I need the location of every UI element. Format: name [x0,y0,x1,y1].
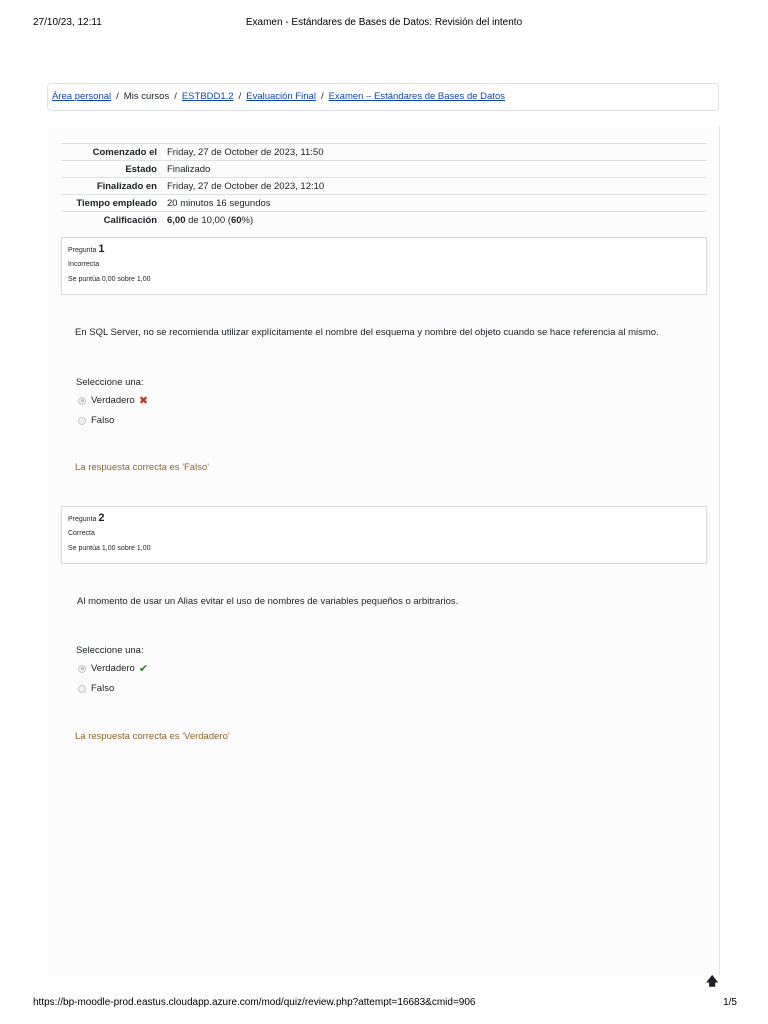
summary-label: Comenzado el [61,144,163,161]
question-2-option-false[interactable] [78,683,114,694]
question-2-feedback: La respuesta correcta es 'Verdadero' [75,731,230,742]
question-2-text: Al momento de usar un Alias evitar el uso de nombres de variables pequeños o arbitrarios. [77,596,459,607]
question-number [68,512,706,524]
question-2-info [61,506,707,564]
question-1-option-true[interactable] [78,394,148,407]
question-grade: Se puntúa 1,00 sobre 1,00 [68,545,151,552]
question-1-option-false[interactable] [78,415,114,426]
summary-row-grade [61,212,707,229]
grade-score: 6,00 [167,214,186,226]
summary-label: Finalizado en [61,178,163,195]
breadcrumb-separator: / [116,91,119,102]
question-prefix: Pregunta [68,247,97,254]
summary-row-finished [61,178,707,195]
breadcrumb-separator: / [238,91,242,102]
radio-checked-icon[interactable] [78,665,86,673]
question-prefix: Pregunta [68,516,97,523]
summary-value-grade [163,212,707,229]
radio-unchecked-icon[interactable] [78,685,86,693]
question-state: Correcta [68,530,95,537]
option-label: Falso [91,415,115,426]
radio-checked-icon[interactable] [78,397,86,405]
question-grade: Se puntúa 0,00 sobre 1,00 [68,276,151,283]
question-1-text: En SQL Server, no se recomienda utilizar explícitamente el nombre del esquema y nombre del objeto cuando se hace referencia al mismo. [75,327,659,338]
summary-row-state [61,161,707,178]
print-url: https://bp-moodle-prod.eastus.cloudapp.azure.com/mod/quiz/review.php?attempt=16683&cmid=906 [33,997,476,1008]
summary-value: Finalizado [163,161,707,178]
question-1-prompt: Seleccione una: [76,377,144,388]
correct-check-icon: ✔ [138,663,149,675]
option-label: Verdadero [91,395,135,406]
breadcrumb-separator: / [174,91,177,102]
summary-row-time-taken [61,195,707,212]
option-label: Falso [91,683,115,694]
grade-percent-close: %) [241,214,254,226]
radio-unchecked-icon[interactable] [78,417,86,425]
grade-percent: 60 [230,214,242,226]
breadcrumb-section[interactable]: Evaluación Final [246,91,316,102]
attempt-summary-table [61,143,707,228]
breadcrumb-quiz[interactable]: Examen – Estándares de Bases de Datos [328,91,505,102]
question-number [68,243,706,255]
breadcrumb-course[interactable]: ESTBDD1.2 [181,91,234,102]
question-2-option-true[interactable] [78,662,148,675]
question-2-prompt: Seleccione una: [76,645,144,656]
print-date: 27/10/23, 12:11 [33,17,102,28]
summary-value: Friday, 27 de October de 2023, 11:50 [163,144,707,161]
summary-label: Tiempo empleado [61,195,163,212]
question-state: Incorrecta [68,261,100,268]
option-label: Verdadero [91,663,135,674]
summary-label: Calificación [61,212,163,229]
breadcrumb-separator: / [320,91,324,102]
summary-row-started [61,144,707,161]
question-number-value: 2 [98,512,105,524]
question-1-info [61,237,707,295]
breadcrumb-mis-cursos: Mis cursos [123,91,170,102]
summary-label: Estado [61,161,163,178]
back-to-top-arrow-icon[interactable]: 🡅 [706,974,719,988]
breadcrumb-area-personal[interactable]: Área personal [52,91,112,102]
grade-of-text: de 10,00 ( [188,214,231,226]
print-title: Examen - Estándares de Bases de Datos: Revisión del intento [245,17,523,28]
breadcrumb [47,83,719,111]
print-page-number: 1/5 [723,997,737,1008]
summary-value: Friday, 27 de October de 2023, 12:10 [163,178,707,195]
question-1-feedback: La respuesta correcta es 'Falso' [75,462,210,473]
incorrect-x-icon: ✖ [138,395,149,407]
question-number-value: 1 [98,243,105,255]
summary-value: 20 minutos 16 segundos [163,195,707,212]
